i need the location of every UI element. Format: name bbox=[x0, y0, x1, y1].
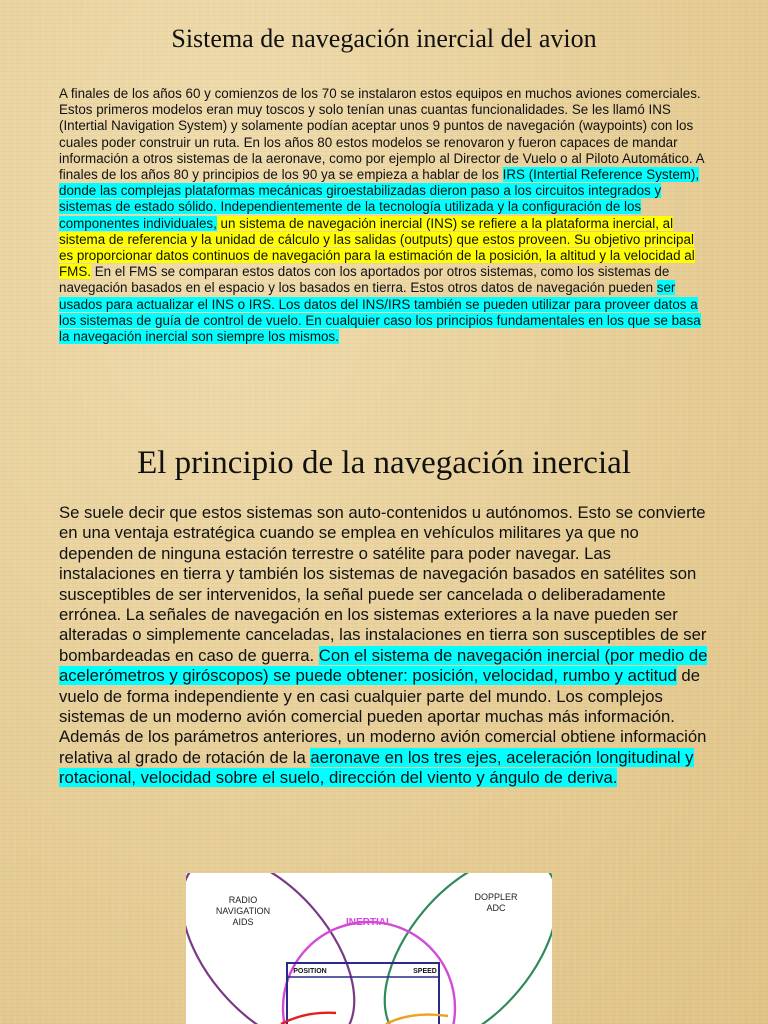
section-title-principio: El principio de la navegación inercial bbox=[137, 445, 631, 481]
principle-highlight-sensors: Con el sistema de navegación inercial (por medio de acelerómetros y giróscopos) se puede obtener: posición, velocidad, rumbo y actitud bbox=[59, 645, 708, 686]
radio-label-line1: RADIO bbox=[228, 895, 258, 905]
principle-text-c: de vuelo de forma independiente y en casi cualquier parte del mundo. Los complejos sistemas de un moderno avión comercial pueden aportar muchas más información. Además de los parámetros anteriores, un moderno avión comercial obtiene información relativa al grado de rotación de la bbox=[59, 666, 707, 767]
doppler-adc-ellipse bbox=[352, 873, 552, 1024]
navigation-systems-venn-diagram bbox=[186, 873, 552, 1024]
doppler-label-line1: DOPPLER bbox=[474, 892, 518, 902]
intro-highlight-update: ser usados para actualizar el INS o IRS. Los datos del INS/IRS también se pueden utilizar para proveer datos a los sistemas de guía de control de vuelo. En cualquier caso los principios fundamentales en los que se basa la navegación inercial son siempre los mismos. bbox=[59, 280, 701, 345]
intro-paragraph bbox=[59, 86, 709, 345]
principle-text-a: Se suele decir que estos sistemas son auto-contenidos u autónomos. Esto se convierte en una ventaja estratégica cuando se emplea en vehículos militares ya que no dependen de ninguna estación terrestre o satélite para poder navegar. Las instalaciones en tierra y también los sistemas de navegación basados en satélites son susceptibles de ser intervenidos, la señal puede ser cancelada o deliberadamente errónea. La señales de navegación en los sistemas exteriores a la nave pueden ser alteradas o simplemente canceladas, las instalaciones en tierra son susceptibles de ser bombardeadas en caso de guerra. bbox=[59, 503, 707, 665]
position-label: POSITION bbox=[293, 968, 327, 975]
principle-paragraph bbox=[59, 503, 711, 789]
inertial-label: INERTIAL bbox=[345, 917, 393, 928]
speed-label: SPEED bbox=[413, 968, 437, 975]
radio-label-line3: AIDS bbox=[232, 917, 254, 927]
intro-text-d: En el FMS se comparan estos datos con los aportados por otros sistemas, como los sistemas de navegación basados en el espacio y los basados en tierra. Estos otros datos de navegación pueden bbox=[59, 264, 670, 296]
intro-text-a: A finales de los años 60 y comienzos de los 70 se instalaron estos equipos en muchos aviones comerciales. Estos primeros modelos eran muy toscos y solo tenían unas cuantas funcionalidades. Se les llamó INS (Intertial Navigation System) y solamente podían aceptar unos 9 puntos de navegación (waypoints) con los cuales poder construir un ruta. En los años 80 estos modelos se renovaron y fueron capaces de mandar información a otros sistemas de la aeronave, como por ejemplo al Director de Vuelo o al Piloto Automático. A finales de los años 80 y principios de los 90 ya se empieza a hablar de los bbox=[59, 86, 704, 183]
intro-highlight-irs: IRS (Intertial Reference System), donde las complejas plataformas mecánicas giroestabilizadas dieron paso a los circuitos integrados y sistemas de estado sólido. Independientemente de la tecnología utilizada y la configuración de los componentes individuales, bbox=[59, 167, 700, 231]
doppler-label-line2: ADC bbox=[486, 903, 506, 913]
principle-highlight-axes: aeronave en los tres ejes, aceleración longitudinal y rotacional, velocidad sobre el suelo, dirección del viento y ángulo de deriva. bbox=[59, 747, 694, 788]
section-title-sistema: Sistema de navegación inercial del avion bbox=[171, 24, 597, 53]
radio-label-line2: NAVIGATION bbox=[215, 906, 271, 916]
intro-highlight-ins-definition: un sistema de navegación inercial (INS) se refiere a la plataforma inercial, al sistema de referencia y la unidad de cálculo y las salidas (outputs) que estos proveen. Su objetivo principal es proporcionar datos continuos de navegación para la estimación de la posición, la altitud y la velocidad al FMS. bbox=[59, 215, 695, 280]
red-arc bbox=[281, 1013, 336, 1024]
